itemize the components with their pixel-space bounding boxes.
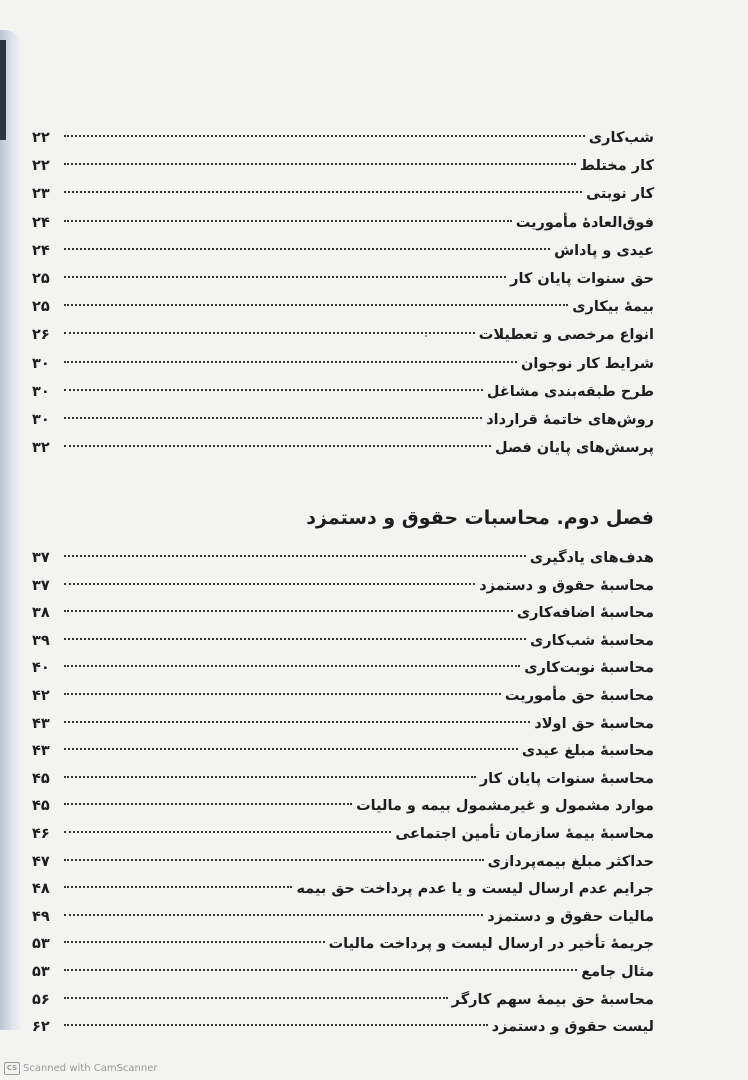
toc-entry: [32, 209, 654, 237]
toc-leader-dots: [64, 748, 518, 750]
toc-leader-dots: [64, 721, 530, 723]
toc-leader-dots: [64, 248, 550, 250]
toc-entry-page: ۳۰: [32, 411, 50, 428]
toc-entry-title: شرایط کار نوجوان: [521, 355, 654, 372]
toc-entry-title: کار مختلط: [579, 158, 654, 175]
toc-section-one: [32, 124, 654, 462]
toc-leader-dots: [64, 220, 512, 222]
toc-entry: [32, 711, 654, 739]
toc-leader-dots: [64, 361, 517, 363]
camscanner-logo-icon: CS: [4, 1062, 20, 1075]
toc-entry: [32, 378, 654, 406]
toc-entry-title: کار نوبتی: [586, 186, 654, 203]
toc-entry: [32, 406, 654, 434]
toc-entry-page: ۳۲: [32, 440, 50, 457]
toc-entry-title: مالیات حقوق و دستمزد: [487, 908, 654, 925]
toc-entry-title: هدف‌های یادگیری: [529, 550, 654, 566]
toc-entry-title: بیمهٔ بیکاری: [572, 299, 654, 316]
toc-entry: [32, 793, 654, 821]
toc-entry: [32, 655, 654, 683]
toc-entry-title: موارد مشمول و غیرمشمول بیمه و مالیات: [356, 798, 654, 815]
toc-entry-page: ۲۵: [32, 299, 50, 316]
toc-entry-page: ۴۶: [32, 825, 50, 842]
toc-entry-page: ۲۵: [32, 270, 50, 287]
toc-entry-page: ۵۳: [32, 963, 50, 980]
toc-entry-title: جریمهٔ تأخیر در ارسال لیست و پرداخت مالیات: [328, 936, 654, 953]
toc-leader-dots: [64, 886, 292, 888]
toc-entry-page: ۳۷: [32, 577, 50, 594]
toc-entry-page: ۴۲: [32, 687, 50, 704]
toc-entry-title: محاسبهٔ سنوات پایان کار: [479, 770, 654, 787]
toc-leader-dots: [64, 665, 520, 667]
toc-entry-title: حق سنوات پایان کار: [510, 270, 654, 287]
toc-entry: [32, 573, 654, 601]
toc-leader-dots: [64, 859, 484, 861]
toc-leader-dots: [64, 803, 352, 805]
toc-leader-dots: [64, 914, 483, 916]
toc-leader-dots: [64, 389, 483, 391]
toc-entry-page: ۲۴: [32, 242, 50, 259]
toc-leader-dots: [64, 163, 576, 165]
toc-entry: [32, 766, 654, 794]
toc-leader-dots: [64, 969, 577, 971]
toc-entry-page: ۲۳: [32, 186, 50, 203]
toc-entry-title: محاسبهٔ اضافه‌کاری: [516, 605, 654, 622]
toc-entry-page: ۲۲: [32, 158, 50, 175]
toc-entry: [32, 876, 654, 904]
toc-entry-title: فوق‌العادهٔ مأموریت: [515, 214, 654, 231]
toc-entry-title: محاسبهٔ نوبت‌کاری: [524, 660, 654, 677]
toc-entry-title: محاسبهٔ حق اولاد: [534, 715, 654, 732]
toc-leader-dots: [64, 1024, 488, 1026]
toc-entry-title: مثال جامع: [581, 963, 654, 980]
toc-entry-page: ۵۳: [32, 936, 50, 953]
toc-leader-dots: [64, 135, 585, 137]
toc-entry-title: انواع مرخصی و تعطیلات: [478, 327, 654, 344]
toc-entry-page: ۲۲: [32, 130, 50, 146]
toc-entry: [32, 350, 654, 378]
toc-leader-dots: [64, 997, 448, 999]
toc-leader-dots: [64, 304, 568, 306]
toc-entry: [32, 545, 654, 573]
page-binding-shadow: [0, 40, 6, 140]
page-binding-edge: [0, 30, 22, 1030]
toc-entry-page: ۳۰: [32, 383, 50, 400]
toc-entry-title: لیست حقوق و دستمزد: [491, 1019, 654, 1036]
toc-leader-dots: [64, 555, 526, 557]
toc-leader-dots: [64, 191, 582, 193]
toc-entry-page: ۴۵: [32, 798, 50, 815]
toc-entry-page: ۳۸: [32, 605, 50, 622]
toc-entry-page: ۴۳: [32, 715, 50, 732]
toc-entry-title: محاسبهٔ شب‌کاری: [529, 632, 654, 649]
toc-leader-dots: [64, 417, 482, 419]
toc-leader-dots: [64, 831, 391, 833]
toc-entry-title: عیدی و پاداش: [554, 242, 654, 259]
toc-entry-title: حداکثر مبلغ بیمه‌پردازی: [487, 853, 654, 870]
toc-entry: [32, 152, 654, 180]
toc-entry-title: روش‌های خاتمهٔ قرارداد: [486, 411, 654, 428]
toc-entry-title: شب‌کاری: [588, 130, 654, 146]
toc-entry-title: محاسبهٔ حقوق و دستمزد: [479, 577, 654, 594]
toc-entry: [32, 180, 654, 208]
toc-entry: [32, 821, 654, 849]
toc-leader-dots: [64, 693, 501, 695]
toc-entry-page: ۴۸: [32, 881, 50, 898]
toc-entry: [32, 1014, 654, 1042]
toc-entry-page: ۲۶: [32, 327, 50, 344]
toc-leader-dots: [64, 941, 325, 943]
toc-leader-dots: [64, 638, 526, 640]
toc-entry-page: ۴۷: [32, 853, 50, 870]
toc-leader-dots: [64, 276, 506, 278]
toc-entry-page: ۴۵: [32, 770, 50, 787]
toc-entry: [32, 738, 654, 766]
toc-entry: [32, 321, 654, 349]
toc-entry: [32, 931, 654, 959]
toc-entry: [32, 628, 654, 656]
chapter-title: فصل دوم. محاسبات حقوق و دستمزد: [306, 507, 654, 529]
toc-entry-title: جرایم عدم ارسال لیست و یا عدم پرداخت حق بیمه: [296, 881, 654, 898]
toc-entry: [32, 849, 654, 877]
toc-entry-title: پرسش‌های پایان فصل: [495, 440, 654, 457]
toc-entry-page: ۴۰: [32, 660, 50, 677]
toc-chapter-two: [32, 545, 654, 1042]
toc-entry: [32, 904, 654, 932]
toc-leader-dots: [64, 332, 475, 334]
toc-leader-dots: [64, 445, 491, 447]
toc-entry: [32, 237, 654, 265]
scanner-watermark: [4, 1062, 158, 1075]
toc-entry-page: ۲۴: [32, 214, 50, 231]
toc-entry: [32, 600, 654, 628]
toc-leader-dots: [64, 776, 476, 778]
toc-entry-page: ۳۹: [32, 632, 50, 649]
watermark-text: Scanned with CamScanner: [23, 1063, 158, 1074]
toc-entry-page: ۴۹: [32, 908, 50, 925]
toc-leader-dots: [64, 610, 513, 612]
toc-entry: [32, 124, 654, 152]
toc-entry-page: ۴۳: [32, 743, 50, 760]
toc-entry: [32, 683, 654, 711]
toc-entry-title: طرح طبقه‌بندی مشاغل: [486, 383, 654, 400]
toc-entry-title: محاسبهٔ حق مأموریت: [504, 687, 654, 704]
toc-entry: [32, 434, 654, 462]
toc-entry: [32, 293, 654, 321]
toc-entry-page: ۶۲: [32, 1019, 50, 1036]
toc-entry: [32, 265, 654, 293]
toc-entry-title: محاسبهٔ مبلغ عیدی: [521, 743, 654, 760]
toc-entry-title: محاسبهٔ حق بیمهٔ سهم کارگر: [451, 991, 654, 1008]
toc-entry-title: محاسبهٔ بیمهٔ سازمان تأمین اجتماعی: [395, 825, 654, 842]
toc-entry-page: ۵۶: [32, 991, 50, 1008]
toc-leader-dots: [64, 583, 475, 585]
toc-entry: [32, 987, 654, 1015]
toc-entry-page: ۳۰: [32, 355, 50, 372]
toc-entry-page: ۳۷: [32, 550, 50, 566]
toc-entry: [32, 959, 654, 987]
